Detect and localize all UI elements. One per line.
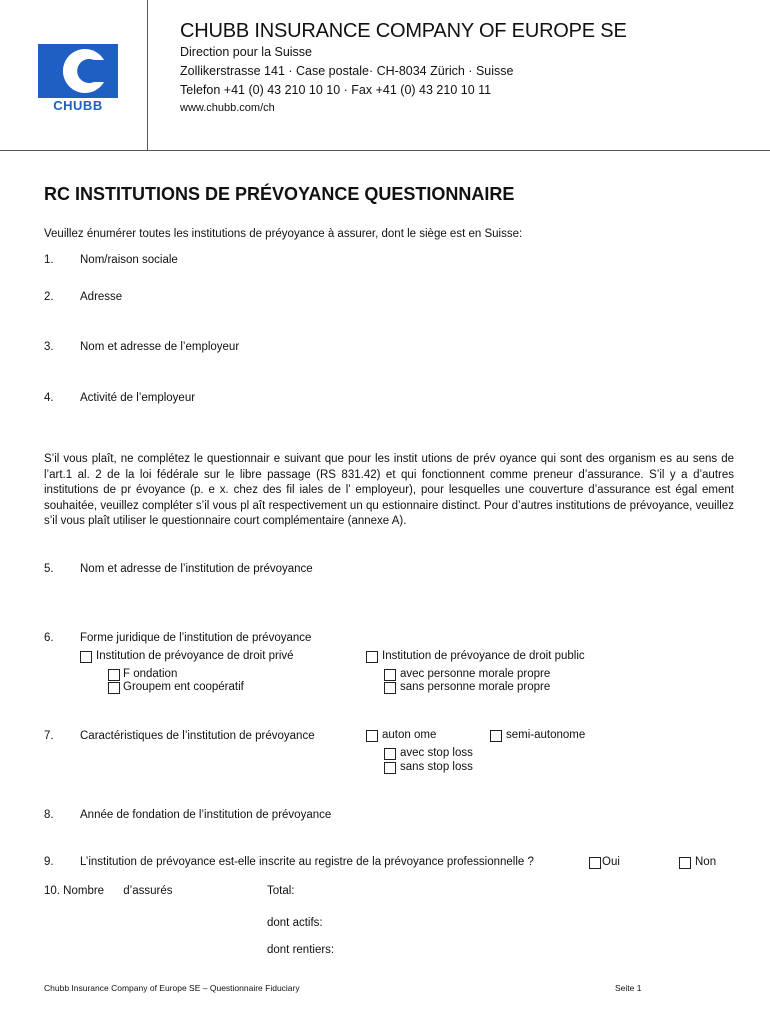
option-sans-stop-loss-label: sans stop loss	[400, 761, 473, 773]
chubb-logo	[38, 44, 118, 114]
checkbox-groupement[interactable]	[108, 682, 120, 694]
checkbox-non[interactable]	[679, 857, 691, 869]
q5-label: Nom et adresse de l’institution de prévoyance	[80, 563, 313, 575]
checkbox-avec-morale[interactable]	[384, 669, 396, 681]
checkbox-semi-autonome[interactable]	[490, 730, 502, 742]
q8-label: Année de fondation de l’institution de prévoyance	[80, 809, 332, 821]
q1-label: Nom/raison sociale	[80, 254, 178, 266]
option-prive-label: Institution de prévoyance de droit privé	[96, 650, 294, 662]
option-public-label: Institution de prévoyance de droit public	[382, 650, 585, 662]
footer-page-number: Seite 1	[615, 983, 642, 993]
option-non-label: Non	[695, 856, 717, 868]
option-autonome-label: auton ome	[382, 729, 437, 741]
q9-number: 9.	[44, 856, 54, 868]
checkbox-sans-morale[interactable]	[384, 682, 396, 694]
checkbox-avec-stop-loss[interactable]	[384, 748, 396, 760]
address-line-2: Zollikerstrasse 141 · Case postale· CH-8034 Zürich · Suisse	[180, 64, 514, 78]
q6-label: Forme juridique de l’institution de prévoyance	[80, 632, 312, 644]
q10-label: 10. Nombre d’assurés	[44, 885, 173, 897]
q10-rentiers-label: dont rentiers:	[267, 944, 335, 956]
checkbox-sans-stop-loss[interactable]	[384, 762, 396, 774]
q3-number: 3.	[44, 341, 54, 353]
q4-number: 4.	[44, 392, 54, 404]
intro-text: Veuillez énumérer toutes les institutions de préyoyance à assurer, dont le siège est en Suisse:	[44, 228, 523, 240]
address-line-3: Telefon +41 (0) 43 210 10 10 · Fax +41 (0) 43 210 10 11	[180, 83, 492, 97]
option-avec-stop-loss-label: avec stop loss	[400, 747, 473, 759]
q7-label: Caractéristiques de l’institution de prévoyance	[80, 730, 315, 742]
q10-actifs-label: dont actifs:	[267, 917, 323, 929]
checkbox-prive[interactable]	[80, 651, 92, 663]
option-avec-morale-label: avec personne morale propre	[400, 668, 551, 680]
q4-label: Activité de l’employeur	[80, 392, 196, 404]
q5-number: 5.	[44, 563, 54, 575]
q2-label: Adresse	[80, 291, 123, 303]
company-name: CHUBB INSURANCE COMPANY OF EUROPE SE	[180, 20, 627, 42]
address-line-1: Direction pour la Suisse	[180, 45, 313, 59]
q10-total-label: Total:	[267, 885, 295, 897]
footer-left: Chubb Insurance Company of Europe SE – Questionnaire Fiduciary	[44, 983, 300, 993]
option-semi-autonome-label: semi-autonome	[506, 729, 586, 741]
page-title: RC INSTITUTIONS DE PRÉVOYANCE QUESTIONNAIRE	[44, 184, 515, 204]
q1-number: 1.	[44, 254, 54, 266]
header-divider-horizontal	[0, 150, 770, 151]
q7-number: 7.	[44, 730, 54, 742]
checkbox-fondation[interactable]	[108, 669, 120, 681]
checkbox-autonome[interactable]	[366, 730, 378, 742]
q9-label: L’institution de prévoyance est-elle inscrite au registre de la prévoyance professionnelle ?	[80, 856, 534, 868]
checkbox-public[interactable]	[366, 651, 378, 663]
q8-number: 8.	[44, 809, 54, 821]
q6-number: 6.	[44, 632, 54, 644]
instructions-paragraph: S’il vous plaît, ne complétez le questionnair e suivant que pour les instit utions de prév oyance qui sont des organism es au sens de l’art.1 al. 2 de la loi fédérale sur le libre passage (RS 831.42) et qui fonctionnent comme preneur d’assurance. S’il y a d’autres institutions de pr évoyance (p. e x. chez des fil iales de l’ employeur), pour lesquelles une couverture d’assurance est égal ement souhaitée, veuillez compléter s’il vous pl aît respectivement un qu estionnaire distinct. Pour d’autres institutions de prévoyance, veuillez s’il vous plaît utiliser le questionnaire court complémentaire (annexe A).	[44, 453, 734, 527]
option-groupement-label: Groupem ent coopératif	[123, 681, 244, 693]
option-sans-morale-label: sans personne morale propre	[400, 681, 551, 693]
q2-number: 2.	[44, 291, 54, 303]
option-oui-label: Oui	[602, 856, 620, 868]
option-fondation-label: F ondation	[123, 668, 178, 680]
website-link[interactable]: www.chubb.com/ch	[180, 102, 275, 114]
logo-text: CHUBB	[53, 98, 103, 113]
q3-label: Nom et adresse de l’employeur	[80, 341, 240, 353]
header-divider-vertical	[147, 0, 148, 150]
checkbox-oui[interactable]	[589, 857, 601, 869]
